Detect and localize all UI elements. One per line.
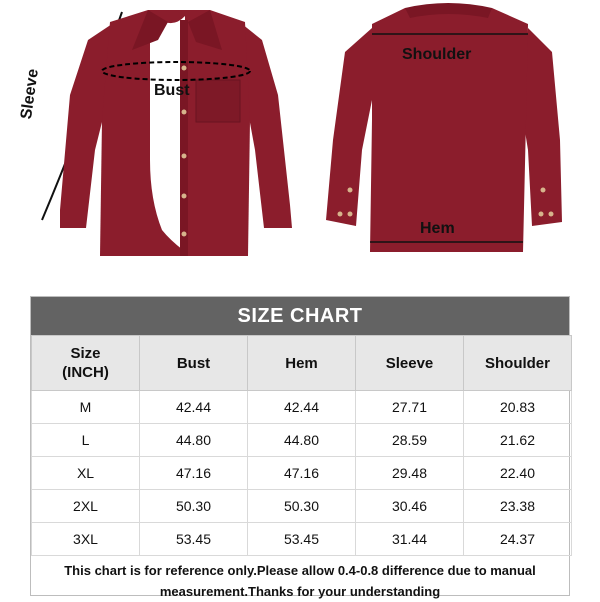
measurement-cell: 30.46 (356, 490, 464, 523)
measurement-cell: 29.48 (356, 457, 464, 490)
hem-label: Hem (420, 220, 455, 237)
measurement-cell: 22.40 (464, 457, 572, 490)
product-illustration (0, 0, 600, 290)
measurement-cell: 31.44 (356, 523, 464, 556)
column-header: Sleeve (356, 336, 464, 391)
table-row (32, 457, 572, 490)
measurement-cell: 53.45 (140, 523, 248, 556)
size-cell: XL (32, 457, 140, 490)
bust-label: Bust (154, 82, 190, 99)
column-header: Shoulder (464, 336, 572, 391)
front-shirt (60, 10, 292, 256)
table-row (32, 391, 572, 424)
table-row (32, 490, 572, 523)
size-table (31, 335, 572, 556)
size-cell: 3XL (32, 523, 140, 556)
measurement-cell: 23.38 (464, 490, 572, 523)
column-header: Hem (248, 336, 356, 391)
size-cell: 2XL (32, 490, 140, 523)
measurement-cell: 28.59 (356, 424, 464, 457)
column-header: Bust (140, 336, 248, 391)
measurement-cell: 20.83 (464, 391, 572, 424)
shirt-drawings (0, 0, 600, 290)
size-table-body (32, 391, 572, 556)
measurement-cell: 27.71 (356, 391, 464, 424)
size-chart-title: SIZE CHART (31, 297, 569, 335)
measurement-cell: 44.80 (248, 424, 356, 457)
measurement-cell: 42.44 (140, 391, 248, 424)
table-row (32, 523, 572, 556)
size-chart (30, 296, 570, 599)
reference-note: This chart is for reference only.Please allow 0.4-0.8 difference due to manual measurement.Thanks for your understanding (64, 563, 536, 599)
size-cell: M (32, 391, 140, 424)
measurement-cell: 42.44 (248, 391, 356, 424)
measurement-cell: 24.37 (464, 523, 572, 556)
column-header: Size (INCH) (32, 336, 140, 391)
size-table-header-row (32, 336, 572, 391)
sleeve-label: Sleeve (18, 67, 42, 121)
size-cell: L (32, 424, 140, 457)
measurement-cell: 47.16 (248, 457, 356, 490)
measurement-cell: 53.45 (248, 523, 356, 556)
measurement-cell: 21.62 (464, 424, 572, 457)
measurement-cell: 44.80 (140, 424, 248, 457)
measurement-cell: 50.30 (248, 490, 356, 523)
shoulder-label: Shoulder (402, 46, 472, 63)
back-shirt (326, 3, 562, 252)
measurement-cell: 50.30 (140, 490, 248, 523)
measurement-cell: 47.16 (140, 457, 248, 490)
table-row (32, 424, 572, 457)
